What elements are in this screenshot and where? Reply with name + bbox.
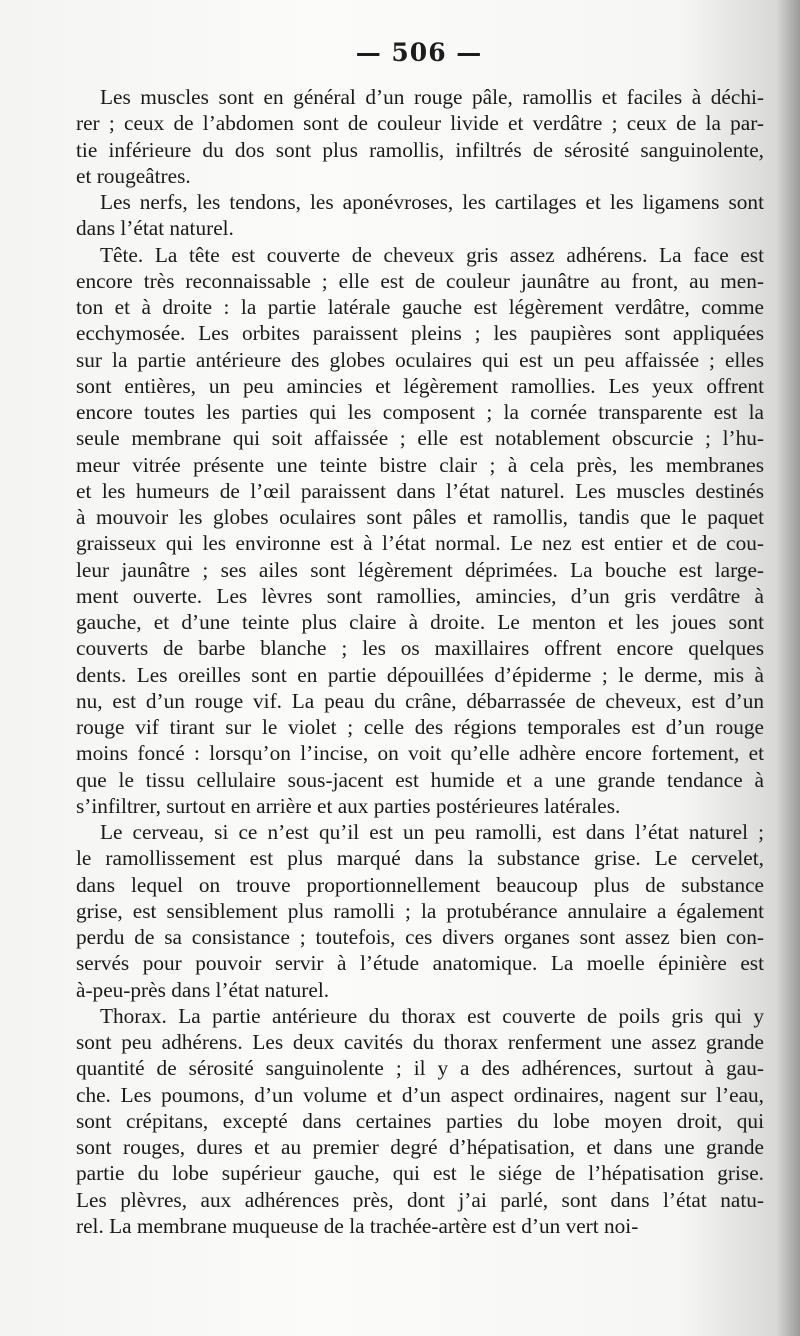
text-line: que le tissu cellulaire sous-jacent est humide et a une grande tendance à xyxy=(76,767,764,792)
text-line: Les muscles sont en général d’un rouge pâle, ramollis et faciles à déchi- xyxy=(100,85,764,109)
text-line: leur jaunâtre ; ses ailes sont légèrement déprimées. La bouche est large- xyxy=(76,557,764,582)
text-line: nu, est d’un rouge vif. La peau du crâne, débarrassée de cheveux, est d’un xyxy=(76,688,764,713)
text-line: tie inférieure du dos sont plus ramollis, infiltrés de sérosité sanguinolente, xyxy=(76,137,764,162)
text-line: sont peu adhérens. Les deux cavités du thorax renferment une assez grande xyxy=(76,1030,764,1054)
text-line: ecchymosée. Les orbites paraissent pleins ; les paupières sont appliquées xyxy=(76,321,764,346)
text-line: dans lequel on trouve proportionnellement beaucoup plus de substance xyxy=(76,872,764,897)
text-line: encore toutes les parties qui les composent ; la cornée transparente est la xyxy=(76,400,764,424)
paragraph-nerfs xyxy=(76,189,764,242)
text-line: à-peu-près dans l’état naturel. xyxy=(76,977,330,1002)
text-line: sur la partie antérieure des globes oculaires qui est un peu affaissée ; elles xyxy=(76,347,764,372)
text-line: ton et à droite : la partie latérale gauche est légèrement verdâtre, comme xyxy=(76,295,764,319)
text-line: rel. La membrane muqueuse de la trachée-artère est d’un vert noi- xyxy=(76,1213,639,1238)
text-line: dents. Les oreilles sont en partie dépouillées d’épiderme ; le derme, mis à xyxy=(76,662,764,687)
text-line: moins foncé : lorsqu’on l’incise, on voit qu’elle adhère encore fortement, et xyxy=(76,741,764,766)
text-line: Tête. La tête est couverte de cheveux gris assez adhérens. La face est xyxy=(100,242,764,267)
text-line: gauche, et d’une teinte plus claire à droite. Le menton et les joues sont xyxy=(76,610,764,634)
page-number: — 506 — xyxy=(355,38,483,67)
text-line: meur vitrée présente une teinte bistre clair ; à cela près, les membranes xyxy=(76,452,764,477)
text-line: encore très reconnaissable ; elle est de couleur jaunâtre au front, au men- xyxy=(76,268,764,293)
text-line: dans l’état naturel. xyxy=(76,216,234,241)
paragraph-cerveau xyxy=(76,819,764,1003)
text-line: rouge vif tirant sur le violet ; celle des régions temporales est d’un rouge xyxy=(76,715,764,739)
paragraph-muscles xyxy=(76,84,764,189)
text-line: et rougeâtres. xyxy=(76,163,191,188)
text-line: ment ouverte. Les lèvres sont ramollies, amincies, d’un gris verdâtre à xyxy=(76,583,764,608)
text-line: Les nerfs, les tendons, les aponévroses, les cartilages et les ligamens sont xyxy=(100,190,764,214)
text-line: seule membrane qui soit affaissée ; elle est notablement obscurcie ; l’hu- xyxy=(76,426,764,451)
text-line: Thorax. La partie antérieure du thorax est couverte de poils gris qui y xyxy=(100,1003,764,1028)
text-line: à mouvoir les globes oculaires sont pâles et ramollis, tandis que le paquet xyxy=(76,505,764,529)
text-line: quantité de sérosité sanguinolente ; il y a des adhérences, surtout à gau- xyxy=(76,1056,764,1081)
paragraph-thorax xyxy=(76,1003,764,1239)
text-line: grise, est sensiblement plus ramolli ; la protubérance annulaire a également xyxy=(76,898,764,923)
text-line: partie du lobe supérieur gauche, qui est le siége de l’hépatisation grise. xyxy=(76,1161,764,1186)
text-line: couverts de barbe blanche ; les os maxillaires offrent encore quelques xyxy=(76,636,764,661)
text-line: rer ; ceux de l’abdomen sont de couleur livide et verdâtre ; ceux de la par- xyxy=(76,111,764,136)
paragraph-tete xyxy=(76,242,764,820)
text-line: sont rouges, dures et au premier degré d’hépatisation, et dans une grande xyxy=(76,1135,764,1159)
text-line: graisseux qui les environne est à l’état normal. Le nez est entier et de cou- xyxy=(76,531,764,556)
text-line: sont crépitans, excepté dans certaines parties du lobe moyen droit, qui xyxy=(76,1108,764,1133)
text-line: sont entières, un peu amincies et légèrement ramollies. Les yeux offrent xyxy=(76,373,764,398)
text-line: Le cerveau, si ce n’est qu’il est un peu ramolli, est dans l’état naturel ; xyxy=(100,820,764,844)
text-line: Les plèvres, aux adhérences près, dont j’ai parlé, sont dans l’état natu- xyxy=(76,1187,764,1212)
text-line: le ramollissement est plus marqué dans la substance grise. Le cervelet, xyxy=(76,846,764,871)
text-line: servés pour pouvoir servir à l’étude anatomique. La moelle épinière est xyxy=(76,951,764,976)
body-text xyxy=(76,84,764,1239)
text-line: s’infiltrer, surtout en arrière et aux parties postérieures latérales. xyxy=(76,793,621,818)
text-line: perdu de sa consistance ; toutefois, ces divers organes sont assez bien con- xyxy=(76,925,764,949)
text-line: che. Les poumons, d’un volume et d’un aspect ordinaires, nagent sur l’eau, xyxy=(76,1082,764,1107)
text-line: et les humeurs de l’œil paraissent dans l’état naturel. Les muscles destinés xyxy=(76,478,764,503)
